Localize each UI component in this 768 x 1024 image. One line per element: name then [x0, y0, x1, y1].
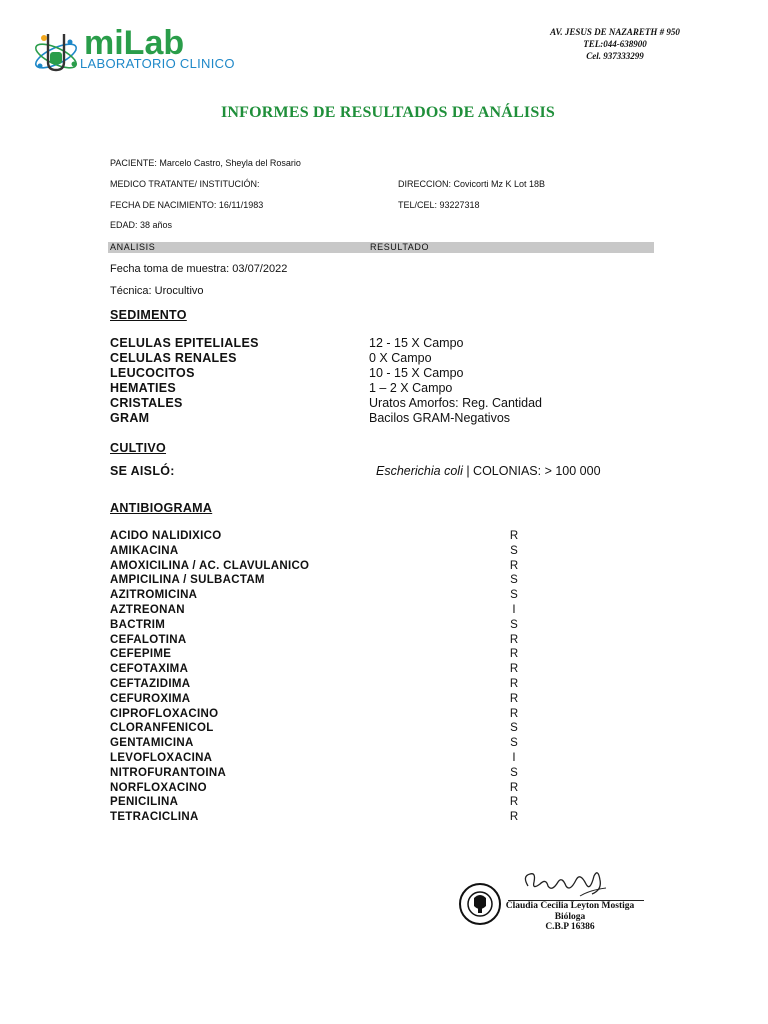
- sedimento-value: Bacilos GRAM-Negativos: [369, 411, 511, 425]
- antibiotic-name: PENICILINA: [110, 796, 179, 808]
- organism-name: Escherichia coli: [376, 464, 463, 478]
- sedimento-value: 0 X Campo: [369, 351, 432, 365]
- doctor-field: MEDICO TRATANTE/ INSTITUCIÓN:: [110, 179, 260, 189]
- age-field: EDAD: 38 años: [110, 220, 173, 230]
- antibiotic-name: CEFALOTINA: [110, 634, 187, 646]
- susceptibility-result: S: [510, 767, 518, 779]
- antibiotic-name: AMOXICILINA / AC. CLAVULANICO: [110, 560, 310, 572]
- sample-date: Fecha toma de muestra: 03/07/2022: [110, 263, 288, 275]
- antibiotic-name: CLORANFENICOL: [110, 722, 214, 734]
- sedimento-value: 12 - 15 X Campo: [369, 336, 464, 350]
- antibiotic-name: NITROFURANTOINA: [110, 767, 227, 779]
- antibiotic-name: CEFUROXIMA: [110, 693, 191, 705]
- sedimento-label: LEUCOCITOS: [110, 366, 195, 380]
- susceptibility-result: R: [509, 782, 519, 794]
- susceptibility-result: I: [512, 752, 516, 764]
- susceptibility-result: I: [512, 604, 516, 616]
- sedimento-value: 10 - 15 X Campo: [369, 366, 464, 380]
- section-sedimento: SEDIMENTO: [110, 308, 187, 322]
- susceptibility-result: S: [510, 574, 518, 586]
- signer-role: Bióloga: [554, 911, 586, 922]
- antibiotic-name: AMIKACINA: [110, 545, 179, 557]
- address-field: DIRECCION: Covicorti Mz K Lot 18B: [398, 179, 546, 189]
- cell-line: Cel. 937333299: [586, 51, 644, 61]
- section-antibiograma: ANTIBIOGRAMA: [110, 501, 213, 515]
- colony-count: | COLONIAS: > 100 000: [462, 464, 601, 478]
- susceptibility-result: R: [509, 796, 519, 808]
- antibiotic-name: GENTAMICINA: [110, 737, 194, 749]
- antibiotic-name: CIPROFLOXACINO: [110, 708, 219, 720]
- susceptibility-result: R: [509, 663, 519, 675]
- isolated-label: SE AISLÓ:: [110, 464, 175, 478]
- sedimento-label: CRISTALES: [110, 396, 183, 410]
- susceptibility-result: S: [510, 722, 518, 734]
- patient-name: PACIENTE: Marcelo Castro, Sheyla del Rosario: [110, 158, 301, 168]
- antibiotic-name: AMPICILINA / SULBACTAM: [110, 574, 265, 586]
- antibiotic-name: CEFTAZIDIMA: [110, 678, 191, 690]
- column-header-resultado: RESULTADO: [370, 242, 430, 252]
- isolated-result: [376, 464, 601, 478]
- susceptibility-result: R: [509, 708, 519, 720]
- logo-subtitle: LABORATORIO CLINICO: [80, 56, 235, 71]
- logo-wordmark: miLab: [84, 24, 185, 62]
- signer-license: C.B.P 16386: [545, 922, 595, 932]
- handwritten-signature: [520, 866, 610, 900]
- signature-block: [500, 901, 640, 933]
- section-cultivo: CULTIVO: [110, 441, 167, 455]
- susceptibility-result: R: [509, 530, 519, 542]
- susceptibility-result: S: [510, 589, 518, 601]
- lab-seal-icon: [458, 882, 502, 926]
- logo: [30, 22, 260, 82]
- susceptibility-result: S: [510, 619, 518, 631]
- signer-name: Claudia Cecilia Leyton Mostiga: [505, 901, 635, 911]
- sedimento-value: 1 – 2 X Campo: [369, 381, 453, 395]
- susceptibility-result: R: [509, 648, 519, 660]
- flask-atom-icon: [30, 26, 82, 78]
- susceptibility-result: S: [510, 737, 518, 749]
- antibiotic-name: CEFEPIME: [110, 648, 172, 660]
- technique: Técnica: Urocultivo: [110, 285, 204, 297]
- lab-address: [520, 26, 710, 62]
- susceptibility-result: S: [510, 545, 518, 557]
- antibiotic-name: NORFLOXACINO: [110, 782, 207, 794]
- susceptibility-result: R: [509, 693, 519, 705]
- susceptibility-result: R: [509, 811, 519, 823]
- sedimento-label: CELULAS RENALES: [110, 351, 237, 365]
- report-title: INFORMES DE RESULTADOS DE ANÁLISIS: [220, 104, 555, 121]
- sedimento-label: HEMATIES: [110, 381, 177, 395]
- susceptibility-result: R: [509, 678, 519, 690]
- susceptibility-result: R: [509, 560, 519, 572]
- sedimento-label: CELULAS EPITELIALES: [110, 336, 259, 350]
- susceptibility-result: R: [509, 634, 519, 646]
- phone-line: TEL:044-638900: [583, 39, 647, 49]
- antibiotic-name: AZTREONAN: [110, 604, 185, 616]
- phone-field: TEL/CEL: 93227318: [398, 200, 480, 210]
- antibiotic-name: ACIDO NALIDIXICO: [110, 530, 222, 542]
- antibiotic-name: BACTRIM: [110, 619, 166, 631]
- antibiotic-name: LEVOFLOXACINA: [110, 752, 213, 764]
- antibiotic-name: AZITROMICINA: [110, 589, 198, 601]
- sedimento-value: Uratos Amorfos: Reg. Cantidad: [369, 396, 542, 410]
- antibiotic-name: CEFOTAXIMA: [110, 663, 189, 675]
- antibiotic-name: TETRACICLINA: [110, 811, 199, 823]
- birthdate-field: FECHA DE NACIMIENTO: 16/11/1983: [110, 200, 264, 210]
- column-header-analisis: ANALISIS: [110, 242, 156, 252]
- sedimento-label: GRAM: [110, 411, 150, 425]
- address-line: AV. JESUS DE NAZARETH # 950: [550, 27, 680, 37]
